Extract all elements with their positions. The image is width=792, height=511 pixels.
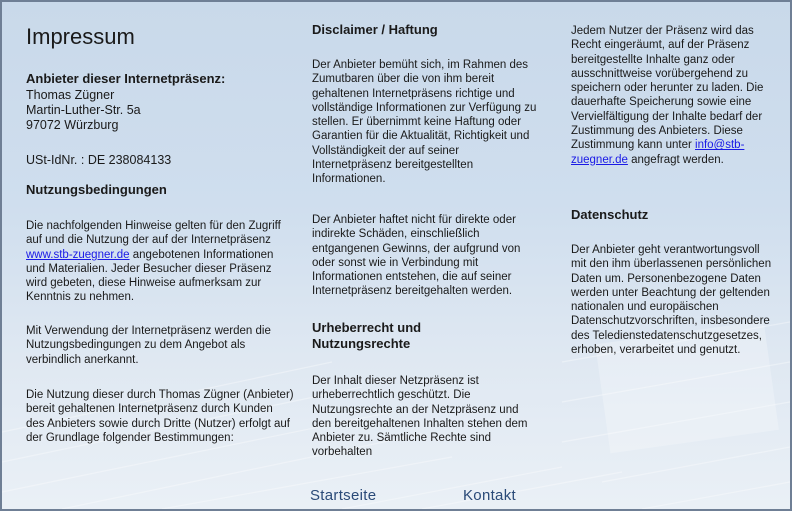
disclaimer-heading: Disclaimer / Haftung (312, 22, 438, 37)
terms-paragraph-2: Mit Verwendung der Internetpräsenz werden die Nutzungsbedingungen zu dem Angebot als verbindlich anerkannt. (26, 325, 271, 366)
nav-home-link[interactable]: Startseite (310, 487, 377, 504)
privacy-paragraph: Der Anbieter geht verantwortungsvoll mit den ihm überlassenen persönlichen Daten um. Personenbezogene Daten werden unter Beachtung der geltenden nationalen und europäischen Datenschutzvorschriften, insbesondere des Teledienstedatenschutzgesetzes, erhoben, verarbeitet und genutzt. (571, 244, 772, 357)
copyright-paragraph: Der Inhalt dieser Netzpräsenz ist urheberrechtlich geschützt. Die Nutzungsrechte an der Netzpräsenz und den bereitgehaltenen Inhalten stehen dem Anbieter zu. Sämtliche Rechte sind vorbehalten (312, 375, 528, 459)
website-link[interactable]: www.stb-zuegner.de (26, 248, 130, 261)
copyright-heading: Urheberrecht und Nutzungsrechte (312, 320, 422, 351)
privacy-heading: Datenschutz (571, 207, 649, 222)
provider-heading: Anbieter dieser Internetpräsenz: (26, 71, 226, 86)
terms-text-before-link: Die nachfolgenden Hinweise gelten für den Zugriff auf und die Nutzung der auf der Internetpräsenz (26, 220, 281, 247)
terms-paragraph-3: Die Nutzung dieser durch Thomas Zügner (Anbieter) bereit gehaltenen Internetpräsenz durch Kunden des Anbieters sowie durch Dritte (Nutzer) erfolgt auf der Grundlage folgender Bestimmungen: (26, 389, 294, 444)
email-link[interactable]: info@stb-zuegner.de (571, 139, 745, 166)
rights-text-after-link: angefragt werden. (627, 153, 724, 166)
page-title: Impressum (26, 24, 135, 49)
rights-text-before-link: Jedem Nutzer der Präsenz wird das Recht eingeräumt, auf der Präsenz bereitgestellte Inhalte ganz oder ausschnittweise vorübergehend zu speichern oder herunter zu laden. Die dauerhafte Speicherung sowie eine Vervielfältigung der Inhalte bedarf der Zustimmung des Anbieters. Diese Zustimmung kann unter (571, 25, 764, 152)
nav-contact-link[interactable]: Kontakt (463, 487, 516, 504)
provider-name: Thomas Zügner (26, 88, 115, 102)
provider-city: 97072 Würzburg (26, 118, 119, 132)
terms-paragraph-1 (26, 219, 294, 305)
provider-vat-id: USt-IdNr. : DE 238084133 (26, 153, 172, 167)
provider-street: Martin-Luther-Str. 5a (26, 103, 141, 117)
disclaimer-paragraph-2: Der Anbieter haftet nicht für direkte oder indirekte Schäden, einschließlich entgangenen Gewinns, der aufgrund von oder sonst wie in Verbindung mit Informationen entstehen, die auf seiner Internetpräsenz bereitgehalten werden. (312, 214, 521, 298)
terms-heading: Nutzungsbedingungen (26, 182, 167, 197)
rights-paragraph (571, 24, 776, 167)
terms-text-after-link: angebotenen Informationen und Materialien. Jeder Besucher dieser Präsenz wird gebeten, diese Hinweise aufmerksam zur Kenntnis zu nehmen. (26, 248, 274, 304)
disclaimer-paragraph-1: Der Anbieter bemüht sich, im Rahmen des Zumutbaren über die von ihm bereit gehaltenen Internetpräsens richtige und vollständige Informationen zur Verfügung zu stellen. Er übernimmt keine Haftung oder Garantien für die Aktualität, Richtigkeit und Vollständigkeit der auf seiner Internetpräsenz bereitgestellten Informationen. (312, 59, 537, 186)
